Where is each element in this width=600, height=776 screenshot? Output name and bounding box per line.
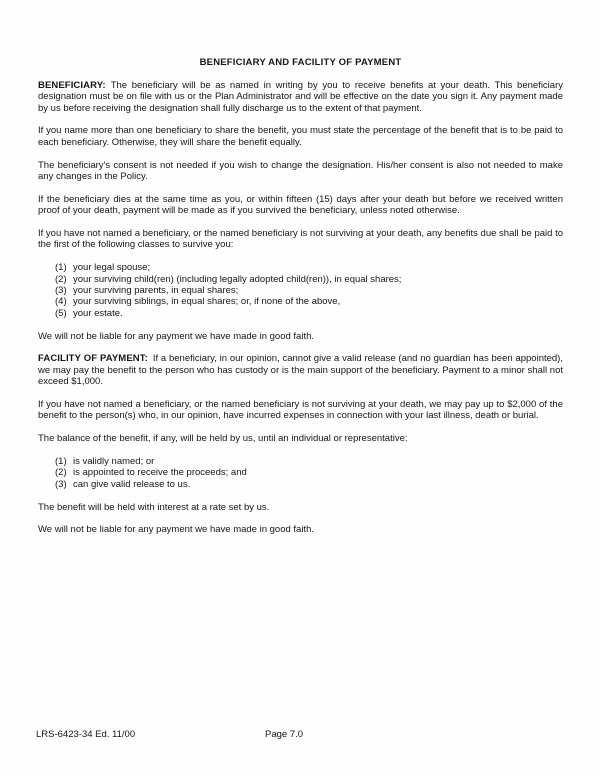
paragraph-consent: The beneficiary's consent is not needed if you wish to change the designation. His/her consent is also not needed to make any changes in the Policy. xyxy=(38,159,563,183)
facility-section-label: FACILITY OF PAYMENT: xyxy=(38,353,148,365)
paragraph-expenses: If you have not named a beneficiary, or the named beneficiary is not surviving at your death, we may pay up to $2,000 of the benefit to the person(s) who, in our opinion, have incurred expenses in connection with your last illness, death or burial. xyxy=(38,399,563,422)
list-item-text: is appointed to receive the proceeds; and xyxy=(73,467,247,479)
list-item-number: (4) xyxy=(55,296,67,308)
list-item-number: (2) xyxy=(55,467,67,479)
paragraph-share-benefit: If you name more than one beneficiary to share the benefit, you must state the percentage of the benefit that is to be paid to each beneficiary. Otherwise, they will share the benefit equally. xyxy=(38,125,563,148)
list-item-text: your legal spouse; xyxy=(73,262,151,274)
list-item-text: your surviving child(ren) (including legally adopted child(ren)), in equal shares; xyxy=(73,273,402,285)
footer-doc-code: LRS-6423-34 Ed. 11/00 xyxy=(36,729,136,740)
beneficiary-intro-text: The beneficiary will be as named in writing by you to receive benefits at your death. This beneficiary designation must be on file with us or the Plan Administrator and will be effective on the date you sign it. Any payment made by us before receiving the designation shall fully discharge us to the extent of that payment. xyxy=(38,79,563,114)
list-item xyxy=(55,456,563,467)
facility-intro-text: If a beneficiary, in our opinion, cannot give a valid release (and no guardian has been appointed), we may pay the benefit to the person who has custody or is the main support of the beneficiary. Payment to a minor shall not exceed $1,000. xyxy=(38,353,563,388)
list-item xyxy=(55,467,563,478)
list-item xyxy=(55,479,563,490)
document-content xyxy=(38,57,563,547)
footer-page-number: Page 7.0 xyxy=(265,729,304,740)
list-item-text: can give valid release to us. xyxy=(73,478,191,490)
paragraph-no-beneficiary: If you have not named a beneficiary, or the named beneficiary is not surviving at your death, any benefits due shall be paid to the first of the following classes to survive you: xyxy=(38,228,563,251)
facility-conditions-list xyxy=(38,456,563,490)
list-item-text: your surviving parents, in equal shares; xyxy=(73,285,239,297)
list-item xyxy=(55,296,563,307)
list-item-number: (3) xyxy=(55,285,67,297)
beneficiary-classes-list xyxy=(38,262,563,319)
paragraph-beneficiary-intro xyxy=(38,80,563,114)
list-item xyxy=(55,274,563,285)
list-item xyxy=(55,262,563,273)
paragraph-interest: The benefit will be held with interest at a rate set by us. xyxy=(38,501,270,513)
paragraph-balance: The balance of the benefit, if any, will be held by us, until an individual or representative: xyxy=(38,433,408,445)
paragraph-facility-intro xyxy=(38,353,563,387)
page-title: BENEFICIARY AND FACILITY OF PAYMENT xyxy=(199,57,402,68)
list-item xyxy=(55,285,563,296)
list-item-text: your estate. xyxy=(73,307,123,319)
beneficiary-section-label: BENEFICIARY: xyxy=(38,79,106,91)
list-item-number: (1) xyxy=(55,262,67,274)
list-item-number: (1) xyxy=(55,456,67,468)
list-item-number: (3) xyxy=(55,478,67,490)
list-item-text: is validly named; or xyxy=(73,456,155,468)
paragraph-good-faith-2: We will not be liable for any payment we have made in good faith. xyxy=(38,524,315,536)
list-item xyxy=(55,308,563,319)
list-item-text: your surviving siblings, in equal shares; or, if none of the above, xyxy=(73,296,341,308)
page-footer xyxy=(0,729,600,743)
list-item-number: (2) xyxy=(55,273,67,285)
list-item-number: (5) xyxy=(55,307,67,319)
paragraph-good-faith-1: We will not be liable for any payment we have made in good faith. xyxy=(38,330,315,342)
paragraph-simultaneous-death: If the beneficiary dies at the same time as you, or within fifteen (15) days after your death but before we received written proof of your death, payment will be made as if you survived the beneficiary, unless noted otherwise. xyxy=(38,193,563,217)
